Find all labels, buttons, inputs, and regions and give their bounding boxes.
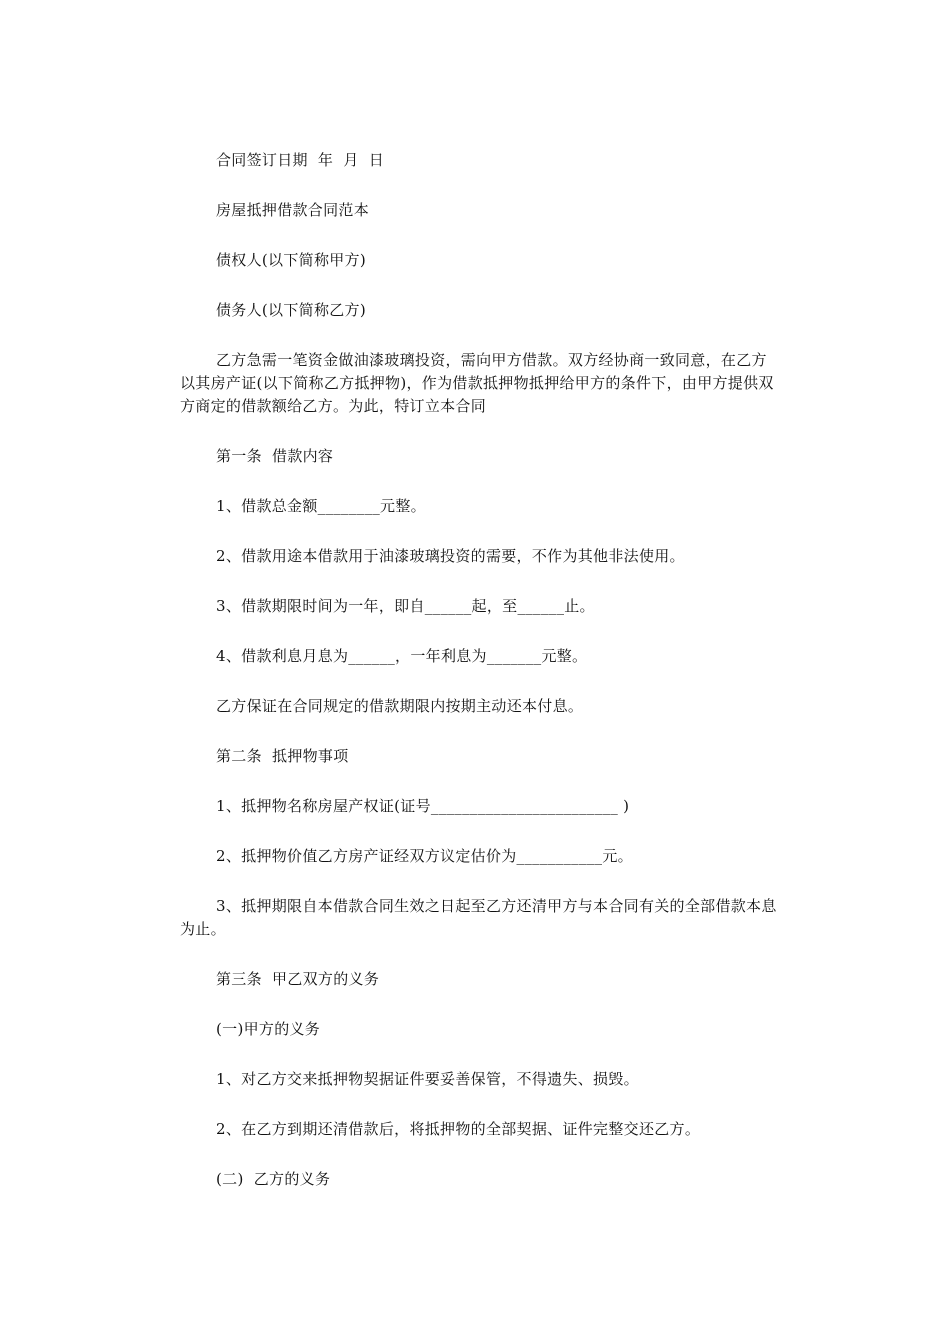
party-a-obligation-1: 1、对乙方交来抵押物契据证件要妥善保管，不得遗失、损毁。 [216,1070,639,1088]
loan-term-clause: 3、借款期限时间为一年，即自______起，至______止。 [216,597,595,615]
collateral-term-clause: 3、抵押期限自本借款合同生效之日起至乙方还清甲方与本合同有关的全部借款本息为止。 [180,897,777,938]
creditor-line: 债权人(以下简称甲方) [216,251,367,269]
collateral-name-clause: 1、抵押物名称房屋产权证(证号________________________ ) [216,797,630,815]
article-1-heading: 第一条 借款内容 [216,447,334,465]
article-3-heading: 第三条 甲乙双方的义务 [216,970,380,988]
party-a-obligations-heading: (一)甲方的义务 [216,1020,321,1038]
loan-amount-clause: 1、借款总金额________元整。 [216,497,426,515]
preamble-paragraph: 乙方急需一笔资金做油漆玻璃投资，需向甲方借款。双方经协商一致同意，在乙方以其房产证(以下简称乙方抵押物)，作为借款抵押物抵押给甲方的条件下，由甲方提供双方商定的借款额给乙方。为此，特订立本合同 [180,351,774,415]
party-b-obligations-heading: (二) 乙方的义务 [216,1170,331,1188]
contract-title: 房屋抵押借款合同范本 [216,201,370,219]
sign-date-line: 合同签订日期 年 月 日 [216,151,385,169]
party-a-obligation-2: 2、在乙方到期还清借款后，将抵押物的全部契据、证件完整交还乙方。 [216,1120,701,1138]
loan-purpose-clause: 2、借款用途本借款用于油漆玻璃投资的需要，不作为其他非法使用。 [216,547,685,565]
collateral-value-clause: 2、抵押物价值乙方房产证经双方议定估价为___________元。 [216,847,633,865]
document-body [180,149,780,1218]
repayment-guarantee: 乙方保证在合同规定的借款期限内按期主动还本付息。 [216,697,584,715]
article-2-heading: 第二条 抵押物事项 [216,747,349,765]
loan-interest-clause: 4、借款利息月息为______，一年利息为_______元整。 [216,647,588,665]
debtor-line: 债务人(以下简称乙方) [216,301,367,319]
